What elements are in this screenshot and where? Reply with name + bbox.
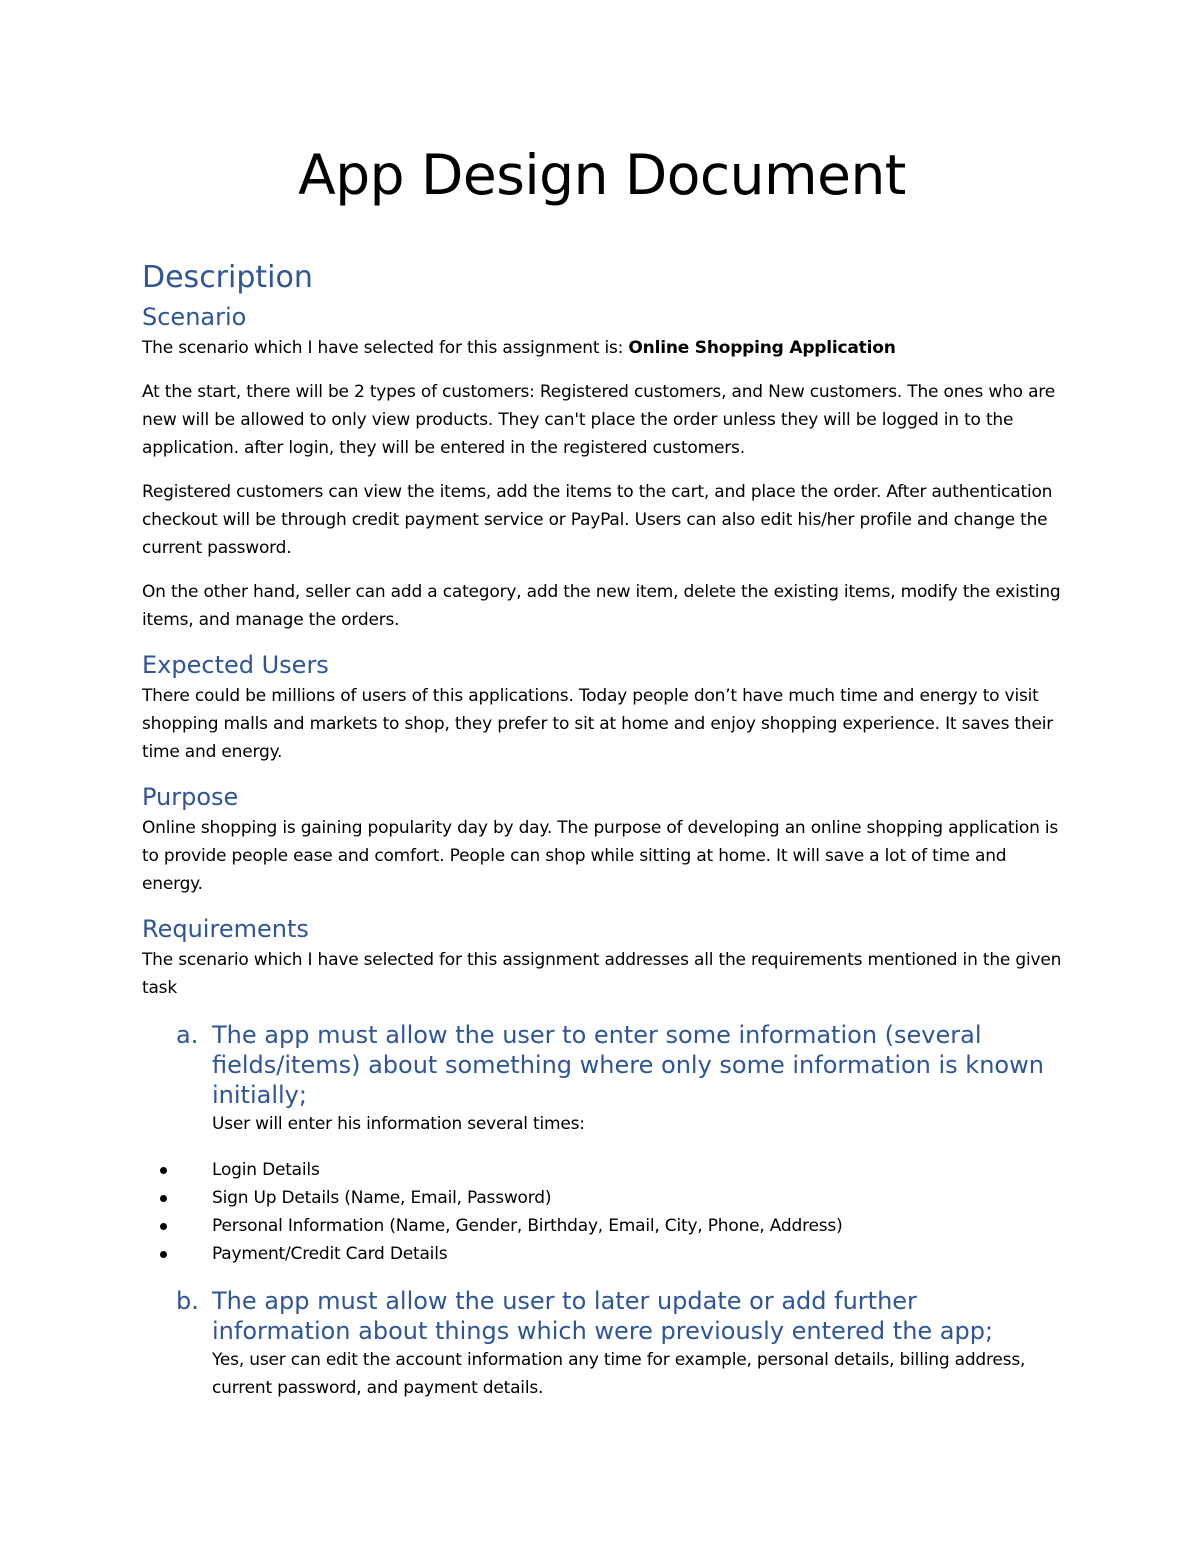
bullet-icon [160,1195,167,1202]
scenario-paragraph-2: Registered customers can view the items, add the items to the cart, and place the order. After authentication checkout will be through credit payment service or PayPal. Users can also edit his/her profile and change the current password. [142,482,1053,558]
purpose-heading: Purpose [142,783,239,811]
description-heading: Description [142,260,313,295]
bullet-icon [160,1223,167,1230]
expected-users-text: There could be millions of users of this applications. Today people don’t have much time and energy to visit shopping malls and markets to shop, they prefer to sit at home and enjoy shopping experience. It saves their time and energy. [142,686,1054,762]
requirement-item-a [142,1020,1062,1138]
expected-users-heading: Expected Users [142,651,329,679]
bullet-item [142,1212,1062,1240]
bullet-item [142,1184,1062,1212]
requirement-letter-b: b. [176,1287,199,1315]
purpose-text: Online shopping is gaining popularity day by day. The purpose of developing an online shopping application is to provide people ease and comfort. People can shop while sitting at home. It will save a lot of time and energy. [142,818,1059,894]
bullet-text: Payment/Credit Card Details [212,1244,448,1264]
scenario-intro-bold: Online Shopping Application [628,338,896,358]
bullet-icon [160,1251,167,1258]
requirements-heading: Requirements [142,915,309,943]
scenario-heading: Scenario [142,303,247,331]
bullet-item [142,1156,1062,1184]
document-page [142,130,1062,1402]
requirement-a-bullet-list [142,1156,1062,1268]
bullet-text: Personal Information (Name, Gender, Birthday, Email, City, Phone, Address) [212,1216,843,1236]
scenario-paragraph-1: At the start, there will be 2 types of customers: Registered customers, and New customers. The ones who are new will be allowed to only view products. They can't place the order unless they will be logged in to the application. after login, they will be entered in the registered customers. [142,382,1055,458]
requirements-text: The scenario which I have selected for this assignment addresses all the requirements mentioned in the given task [142,950,1062,998]
bullet-text: Login Details [212,1160,320,1180]
requirement-heading-a: The app must allow the user to enter some information (several fields/items) about something where only some information is known initially; [212,1021,1044,1109]
requirement-text-a: User will enter his information several times: [212,1114,585,1134]
bullet-item [142,1240,1062,1268]
scenario-intro [142,334,1062,362]
requirement-letter-a: a. [176,1021,199,1049]
scenario-paragraph-3: On the other hand, seller can add a category, add the new item, delete the existing items, modify the existing items, and manage the orders. [142,582,1061,630]
requirement-heading-b: The app must allow the user to later update or add further information about things which were previously entered the app; [212,1287,994,1345]
requirement-item-b [142,1286,1062,1402]
bullet-text: Sign Up Details (Name, Email, Password) [212,1188,552,1208]
scenario-intro-text: The scenario which I have selected for this assignment is: [142,338,629,358]
bullet-icon [160,1167,167,1174]
requirement-text-b: Yes, user can edit the account information any time for example, personal details, billing address, current password, and payment details. [212,1350,1026,1398]
document-title: App Design Document [298,143,906,207]
